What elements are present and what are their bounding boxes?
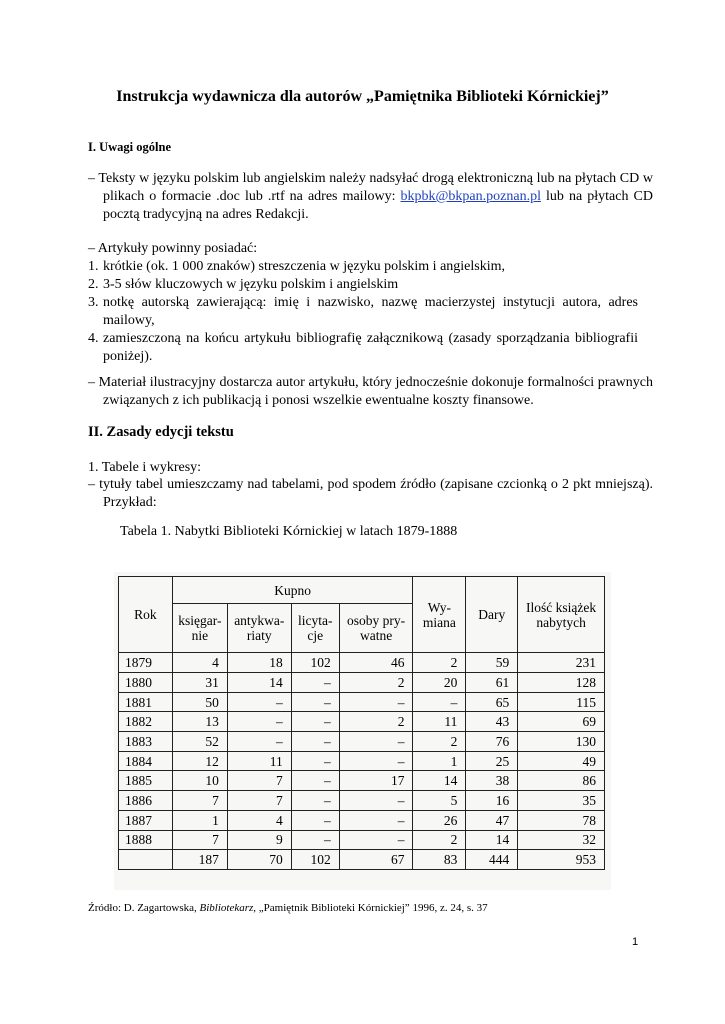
table-cell: –: [291, 692, 339, 712]
table-cell-year: 1884: [119, 751, 173, 771]
list-item-text: notkę autorską zawierającą: imię i nazwisko, nazwę macierzystej instytucji autora, adres mailowy,: [103, 295, 638, 328]
table-cell: 102: [291, 653, 339, 673]
header-purchase: Kupno: [172, 577, 413, 604]
table-cell: –: [339, 692, 413, 712]
table-cell: 14: [227, 673, 291, 693]
table-cell-year: [119, 850, 173, 870]
table-cell: 12: [172, 751, 227, 771]
table-cell: 953: [518, 850, 605, 870]
page-number: 1: [632, 936, 639, 948]
table-cell: 17: [339, 771, 413, 791]
email-link[interactable]: bkpbk@bkpan.poznan.pl: [400, 189, 541, 204]
table-cell: 14: [413, 771, 466, 791]
table-cell: 10: [172, 771, 227, 791]
table-row: [119, 830, 605, 850]
table-cell: 444: [466, 850, 518, 870]
submission-text-end: lub na płytach CD pocztą tradycyjną na adres Redakcji.: [103, 189, 654, 222]
submission-text-start: – Teksty w języku polskim lub angielskim należy nadsyłać drogą elektroniczną lub na płytach CD w plikach o formacie .doc lub .rtf na adres mailowy:: [88, 171, 653, 204]
header-bookshops: księgar-nie: [172, 604, 227, 653]
table-row: [119, 653, 605, 673]
table-cell: 115: [518, 692, 605, 712]
list-item: [88, 330, 638, 366]
table-cell: 4: [227, 810, 291, 830]
table-cell: 13: [172, 712, 227, 732]
table-cell: 32: [518, 830, 605, 850]
table-cell: 70: [227, 850, 291, 870]
table-cell: –: [291, 712, 339, 732]
table-cell: –: [291, 830, 339, 850]
table-cell: 76: [466, 732, 518, 752]
list-intro: – Artykuły powinny posiadać:: [88, 241, 258, 256]
table-row: [119, 692, 605, 712]
table-row: [119, 751, 605, 771]
table-cell: 7: [227, 791, 291, 811]
table-cell: –: [339, 791, 413, 811]
table-cell: –: [339, 830, 413, 850]
section-heading-general: I. Uwagi ogólne: [88, 140, 171, 154]
table-cell: –: [227, 732, 291, 752]
table-cell: 4: [172, 653, 227, 673]
table-cell: 2: [413, 653, 466, 673]
table-cell-year: 1883: [119, 732, 173, 752]
table-cell: 35: [518, 791, 605, 811]
table-cell-year: 1880: [119, 673, 173, 693]
table-cell: –: [291, 810, 339, 830]
list-item: [88, 294, 638, 330]
table-cell: –: [339, 810, 413, 830]
table-cell: 86: [518, 771, 605, 791]
table-cell: –: [291, 791, 339, 811]
table-row: [119, 673, 605, 693]
table-cell: 67: [339, 850, 413, 870]
paragraph-tables: – tytuły tabel umieszczamy nad tabelami, pod spodem źródło (zapisane czcionką o 2 pkt mniejszą). Przykład:: [88, 477, 653, 510]
table-row: [119, 810, 605, 830]
table-body: [119, 653, 605, 870]
header-gifts: Dary: [466, 577, 518, 653]
table-cell: 43: [466, 712, 518, 732]
table-cell: 2: [339, 712, 413, 732]
table-cell-year: 1879: [119, 653, 173, 673]
header-year: Rok: [119, 577, 173, 653]
table-cell: –: [413, 692, 466, 712]
table-cell: 31: [172, 673, 227, 693]
table-row: [119, 732, 605, 752]
table-cell: 14: [466, 830, 518, 850]
requirements-list: [88, 258, 638, 366]
source-title: Bibliotekarz: [199, 902, 254, 914]
list-number: 2.: [88, 277, 99, 292]
table-cell: 231: [518, 653, 605, 673]
table-cell: –: [339, 732, 413, 752]
table-cell: –: [291, 771, 339, 791]
paragraph-illustrations: – Materiał ilustracyjny dostarcza autor artykułu, który jednocześnie dokonuje formalności prawnych związanych z ich publikacją i ponosi wszelkie ewentualne koszty finansowe.: [88, 375, 653, 408]
table-row: [119, 791, 605, 811]
table-cell: 47: [466, 810, 518, 830]
table-cell: 11: [413, 712, 466, 732]
table-cell: 78: [518, 810, 605, 830]
table-cell: –: [291, 673, 339, 693]
list-item: [88, 276, 638, 294]
table-cell: 128: [518, 673, 605, 693]
table-cell-year: 1881: [119, 692, 173, 712]
table-cell: 18: [227, 653, 291, 673]
table-cell-year: 1882: [119, 712, 173, 732]
table-cell: 59: [466, 653, 518, 673]
list-item: [88, 258, 638, 276]
header-exchange: Wy-miana: [413, 577, 466, 653]
table-cell: 61: [466, 673, 518, 693]
table-caption: Tabela 1. Nabytki Biblioteki Kórnickiej w latach 1879-1888: [120, 524, 458, 539]
table-cell: 25: [466, 751, 518, 771]
list-number: 1.: [88, 259, 99, 274]
source-suffix: , „Pamiętnik Biblioteki Kórnickiej” 1996, z. 24, s. 37: [253, 902, 488, 914]
table-cell-year: 1885: [119, 771, 173, 791]
table-cell: –: [227, 692, 291, 712]
table-cell: –: [227, 712, 291, 732]
table-cell: 52: [172, 732, 227, 752]
header-total-books: Ilość książek nabytych: [518, 577, 605, 653]
table-cell: 2: [413, 830, 466, 850]
table-cell: 26: [413, 810, 466, 830]
table-cell: 16: [466, 791, 518, 811]
table-cell: –: [339, 751, 413, 771]
table-header-row: [119, 577, 605, 604]
source-prefix: Źródło: D. Zagartowska,: [88, 902, 200, 914]
table-totals-row: [119, 850, 605, 870]
list-number: 4.: [88, 331, 99, 346]
table-cell: 83: [413, 850, 466, 870]
list-number: 3.: [88, 295, 99, 310]
table-cell: 2: [339, 673, 413, 693]
table-cell-year: 1887: [119, 810, 173, 830]
list-item-text: 3-5 słów kluczowych w języku polskim i angielskim: [103, 277, 399, 292]
page-title: Instrukcja wydawnicza dla autorów „Pamiętnika Biblioteki Kórnickiej”: [116, 88, 609, 105]
table-cell: 65: [466, 692, 518, 712]
list-item-text: zamieszczoną na końcu artykułu bibliografię załącznikową (zasady sporządzania bibliografii poniżej).: [103, 331, 638, 364]
section-heading-editing: II. Zasady edycji tekstu: [88, 424, 234, 440]
header-private-persons: osoby pry-watne: [339, 604, 413, 653]
table-cell: 9: [227, 830, 291, 850]
table-cell: 2: [413, 732, 466, 752]
table-cell: 11: [227, 751, 291, 771]
header-antiquarians: antykwa-riaty: [227, 604, 291, 653]
table-row: [119, 712, 605, 732]
table-cell: 102: [291, 850, 339, 870]
table-source: [88, 902, 488, 914]
table-cell: –: [291, 732, 339, 752]
table-cell: 1: [413, 751, 466, 771]
table-cell: 38: [466, 771, 518, 791]
table-cell: 1: [172, 810, 227, 830]
table-cell: 130: [518, 732, 605, 752]
table-cell-year: 1886: [119, 791, 173, 811]
acquisitions-table: [118, 576, 605, 870]
table-cell: 7: [227, 771, 291, 791]
table-cell: –: [291, 751, 339, 771]
table-cell: 46: [339, 653, 413, 673]
subheading-tables: 1. Tabele i wykresy:: [88, 460, 202, 475]
table-row: [119, 771, 605, 791]
table-cell: 5: [413, 791, 466, 811]
header-auctions: licyta-cje: [291, 604, 339, 653]
table-cell: 20: [413, 673, 466, 693]
table-cell: 187: [172, 850, 227, 870]
table-cell: 69: [518, 712, 605, 732]
table-cell: 7: [172, 830, 227, 850]
table-cell-year: 1888: [119, 830, 173, 850]
table-cell: 49: [518, 751, 605, 771]
table-cell: 7: [172, 791, 227, 811]
paragraph-submission: [88, 170, 653, 224]
table-cell: 50: [172, 692, 227, 712]
list-item-text: krótkie (ok. 1 000 znaków) streszczenia w języku polskim i angielskim,: [103, 259, 506, 274]
